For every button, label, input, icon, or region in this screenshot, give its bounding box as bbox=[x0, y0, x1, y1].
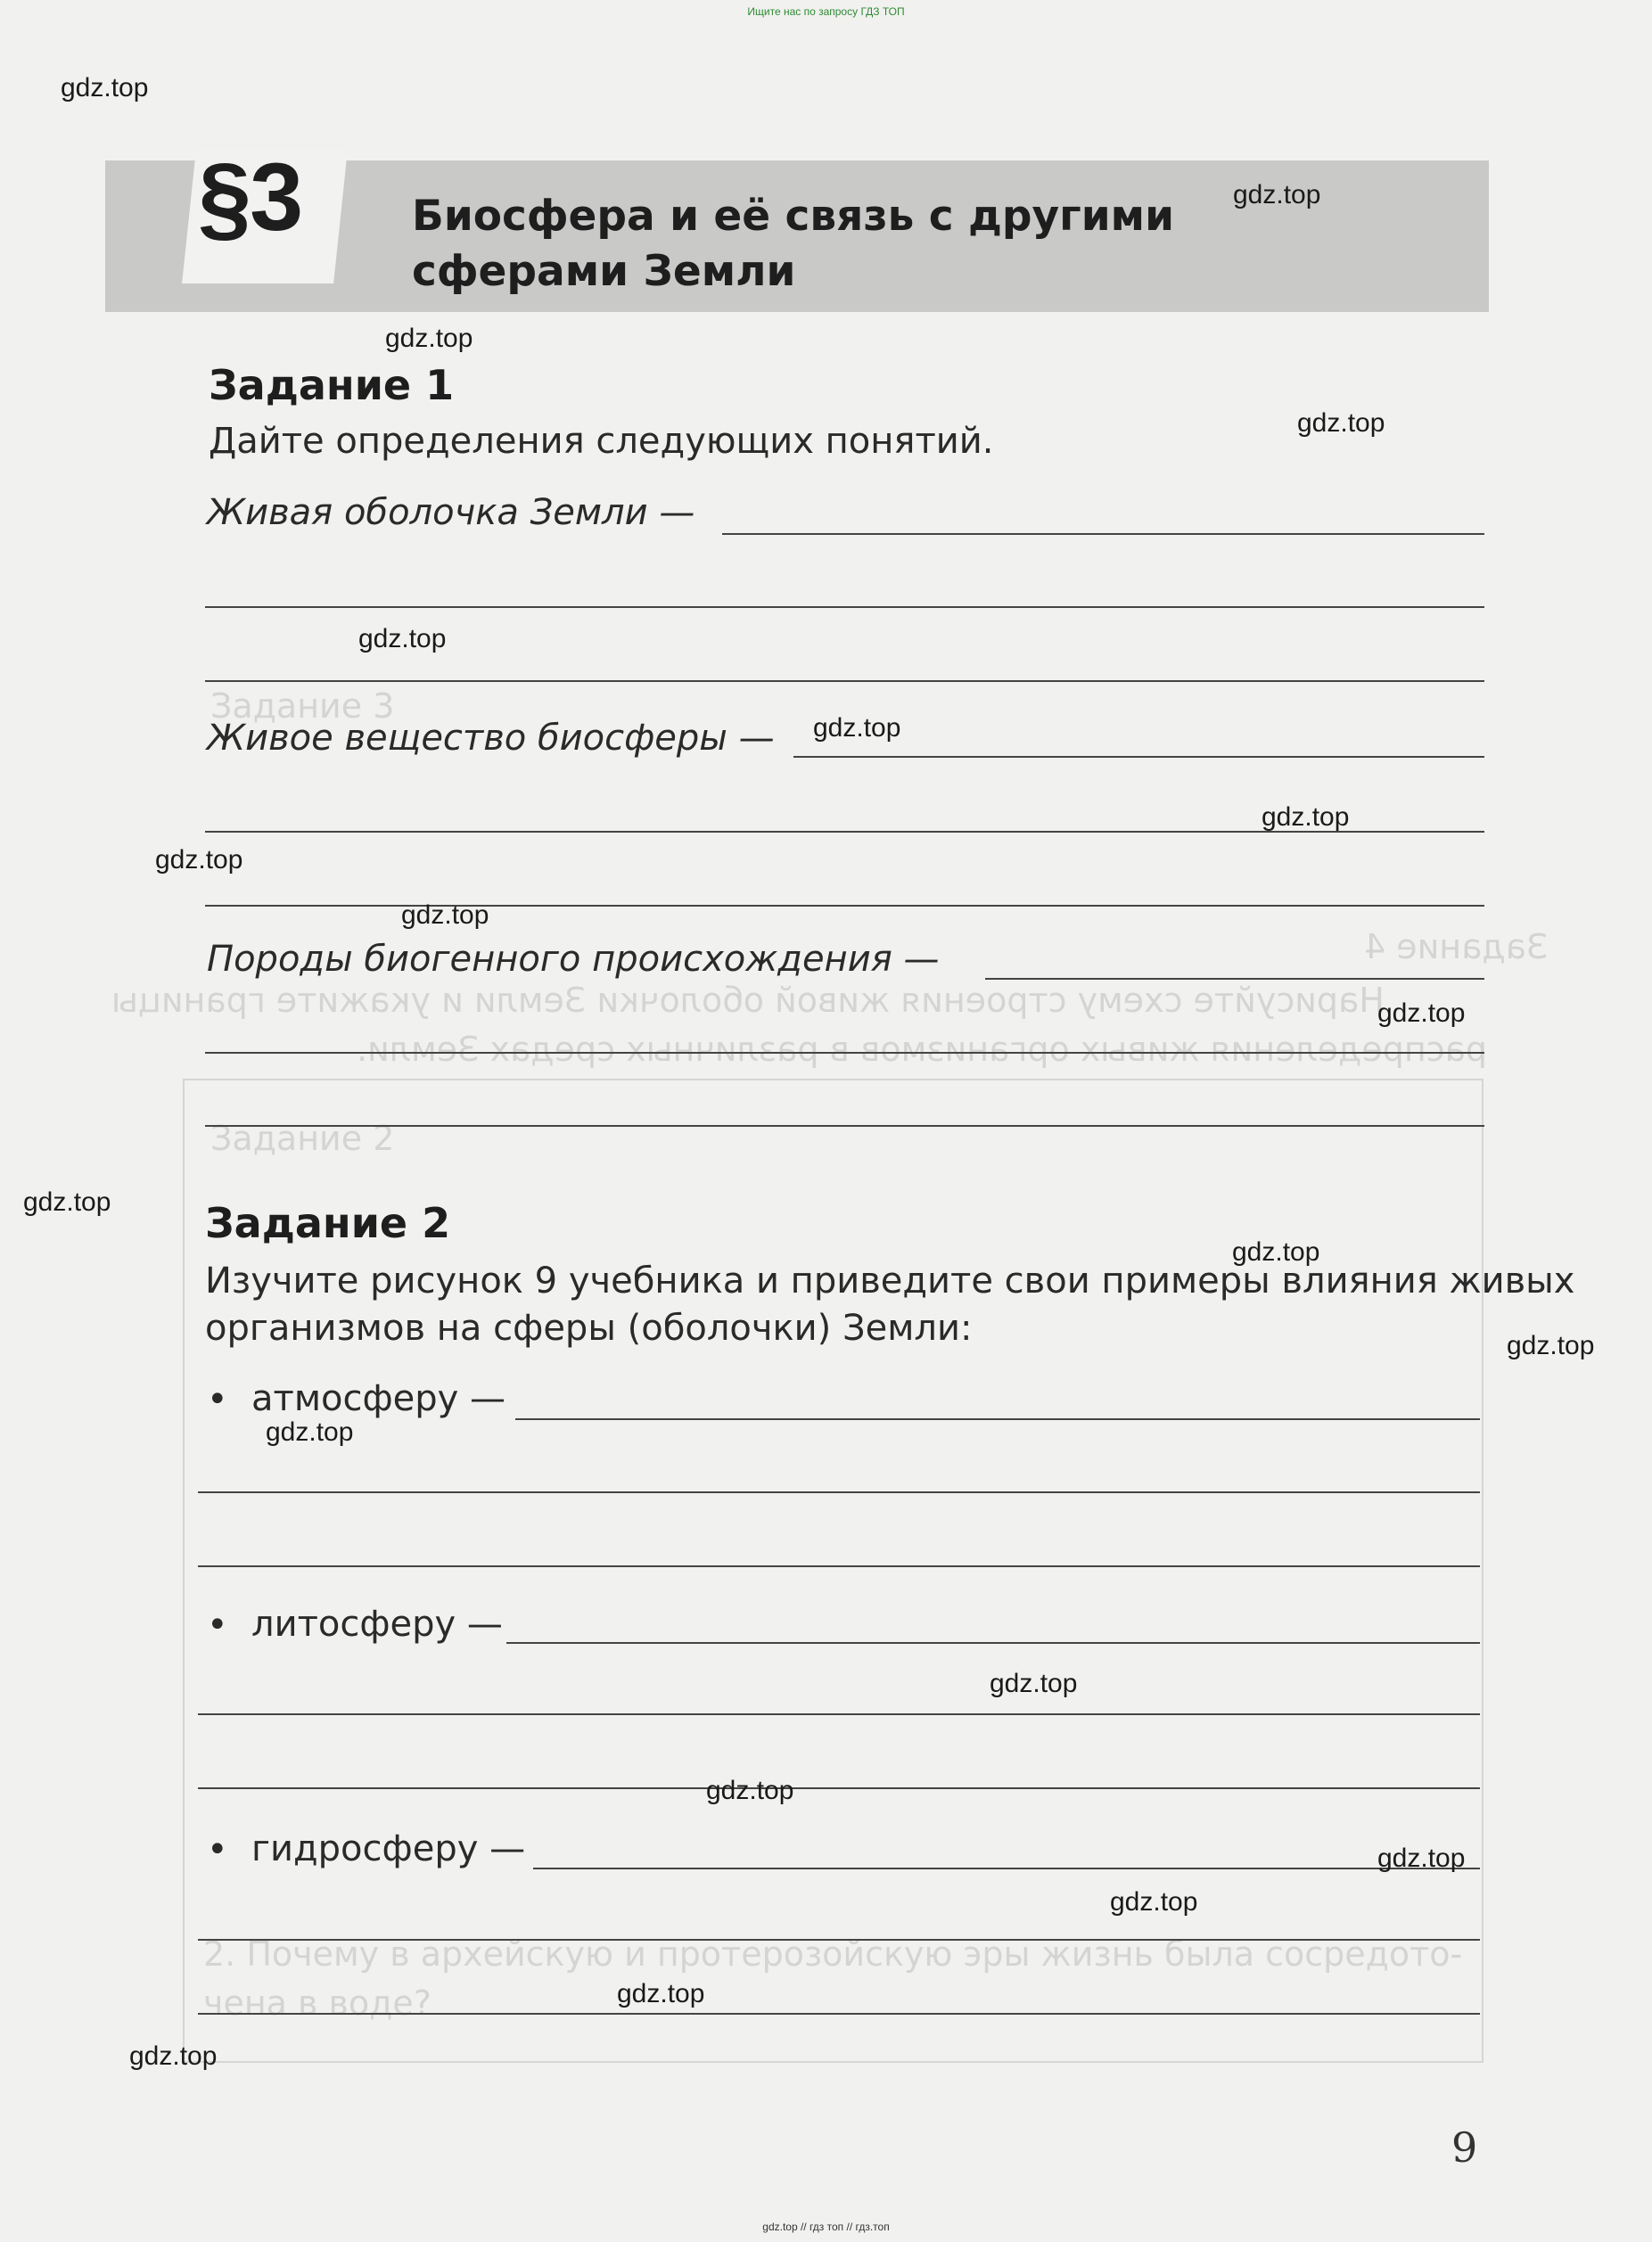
bullet-icon: • bbox=[207, 1605, 228, 1646]
bullet-icon: • bbox=[207, 1379, 228, 1420]
section-title-line-2: сферами Земли bbox=[412, 247, 796, 296]
answer-line[interactable] bbox=[198, 1565, 1480, 1567]
bleed-line-d: чена в воде? bbox=[203, 1983, 431, 2023]
section-title bbox=[412, 189, 1214, 300]
answer-line[interactable] bbox=[793, 756, 1484, 758]
watermark: gdz.top bbox=[401, 900, 489, 930]
answer-line[interactable] bbox=[205, 1052, 1484, 1054]
watermark: gdz.top bbox=[155, 845, 243, 875]
bleed-heading-1: Задание 3 bbox=[210, 686, 395, 726]
page-number: 9 bbox=[1451, 2123, 1478, 2172]
task1-term-2: Живое вещество биосферы — bbox=[207, 718, 775, 759]
watermark: gdz.top bbox=[706, 1776, 794, 1805]
watermark: gdz.top bbox=[61, 73, 149, 103]
answer-line[interactable] bbox=[198, 1713, 1480, 1715]
answer-line[interactable] bbox=[198, 2013, 1480, 2015]
task2-instruction-line-2: организмов на сферы (оболочки) Земли: bbox=[205, 1308, 973, 1349]
bleed-line-a: Нарисуйте схему строения живой оболочки Земли и укажите границы bbox=[111, 981, 1385, 1020]
bullet-icon: • bbox=[207, 1829, 228, 1870]
watermark: gdz.top bbox=[129, 2041, 218, 2071]
task2-instruction-line-1: Изучите рисунок 9 учебника и приведите свои примеры влияния живых bbox=[205, 1261, 1575, 1302]
watermark: gdz.top bbox=[1507, 1331, 1595, 1360]
watermark: gdz.top bbox=[990, 1669, 1078, 1698]
watermark: gdz.top bbox=[1377, 1844, 1466, 1873]
bleed-heading-4: Задание 4 bbox=[1364, 927, 1549, 966]
bleed-line-c: 2. Почему в архейскую и протерозойскую эры жизнь была сосредото- bbox=[203, 1934, 1463, 1974]
task1-instruction: Дайте определения следующих понятий. bbox=[209, 421, 994, 462]
section-number: §3 bbox=[198, 143, 302, 250]
bleed-line-b: распределения живых организмов в различных средах Земли. bbox=[357, 1030, 1488, 1069]
watermark: gdz.top bbox=[358, 624, 447, 653]
watermark: gdz.top bbox=[1262, 802, 1350, 832]
watermark: gdz.top bbox=[813, 713, 901, 743]
watermark: gdz.top bbox=[617, 1979, 705, 2008]
answer-line[interactable] bbox=[722, 533, 1484, 535]
watermark: gdz.top bbox=[1110, 1887, 1198, 1917]
task1-title: Задание 1 bbox=[209, 361, 455, 409]
watermark: gdz.top bbox=[1233, 180, 1321, 209]
watermark: gdz.top bbox=[1377, 998, 1466, 1028]
task2-item-atmosphere: атмосферу — bbox=[251, 1378, 506, 1419]
task1-term-1: Живая оболочка Земли — bbox=[207, 492, 695, 533]
task2-item-lithosphere: литосферу — bbox=[251, 1604, 503, 1645]
watermark: gdz.top bbox=[23, 1187, 111, 1217]
watermark: gdz.top bbox=[1297, 408, 1385, 438]
answer-line[interactable] bbox=[515, 1418, 1480, 1420]
answer-line[interactable] bbox=[205, 606, 1484, 608]
answer-line[interactable] bbox=[205, 905, 1484, 907]
task2-item-hydrosphere: гидросферу — bbox=[251, 1828, 526, 1869]
top-banner: Ищите нас по запросу ГДЗ ТОП bbox=[747, 5, 905, 18]
watermark: gdz.top bbox=[266, 1417, 354, 1447]
bottom-banner: gdz.top // гдз топ // гдз.топ bbox=[762, 2221, 890, 2233]
answer-line[interactable] bbox=[205, 1125, 1484, 1127]
answer-line[interactable] bbox=[533, 1868, 1480, 1869]
task1-term-3: Породы биогенного происхождения — bbox=[207, 939, 940, 980]
bleed-heading-2: Задание 2 bbox=[210, 1119, 395, 1158]
answer-line[interactable] bbox=[198, 1491, 1480, 1493]
section-title-line-1: Биосфера и её связь с другими bbox=[412, 192, 1175, 241]
watermark: gdz.top bbox=[385, 324, 473, 353]
answer-line[interactable] bbox=[198, 1939, 1480, 1941]
answer-line[interactable] bbox=[205, 680, 1484, 682]
answer-line[interactable] bbox=[506, 1642, 1480, 1644]
answer-line[interactable] bbox=[198, 1787, 1480, 1789]
watermark: gdz.top bbox=[1232, 1237, 1320, 1267]
answer-line[interactable] bbox=[985, 978, 1484, 980]
task2-title: Задание 2 bbox=[205, 1199, 451, 1247]
